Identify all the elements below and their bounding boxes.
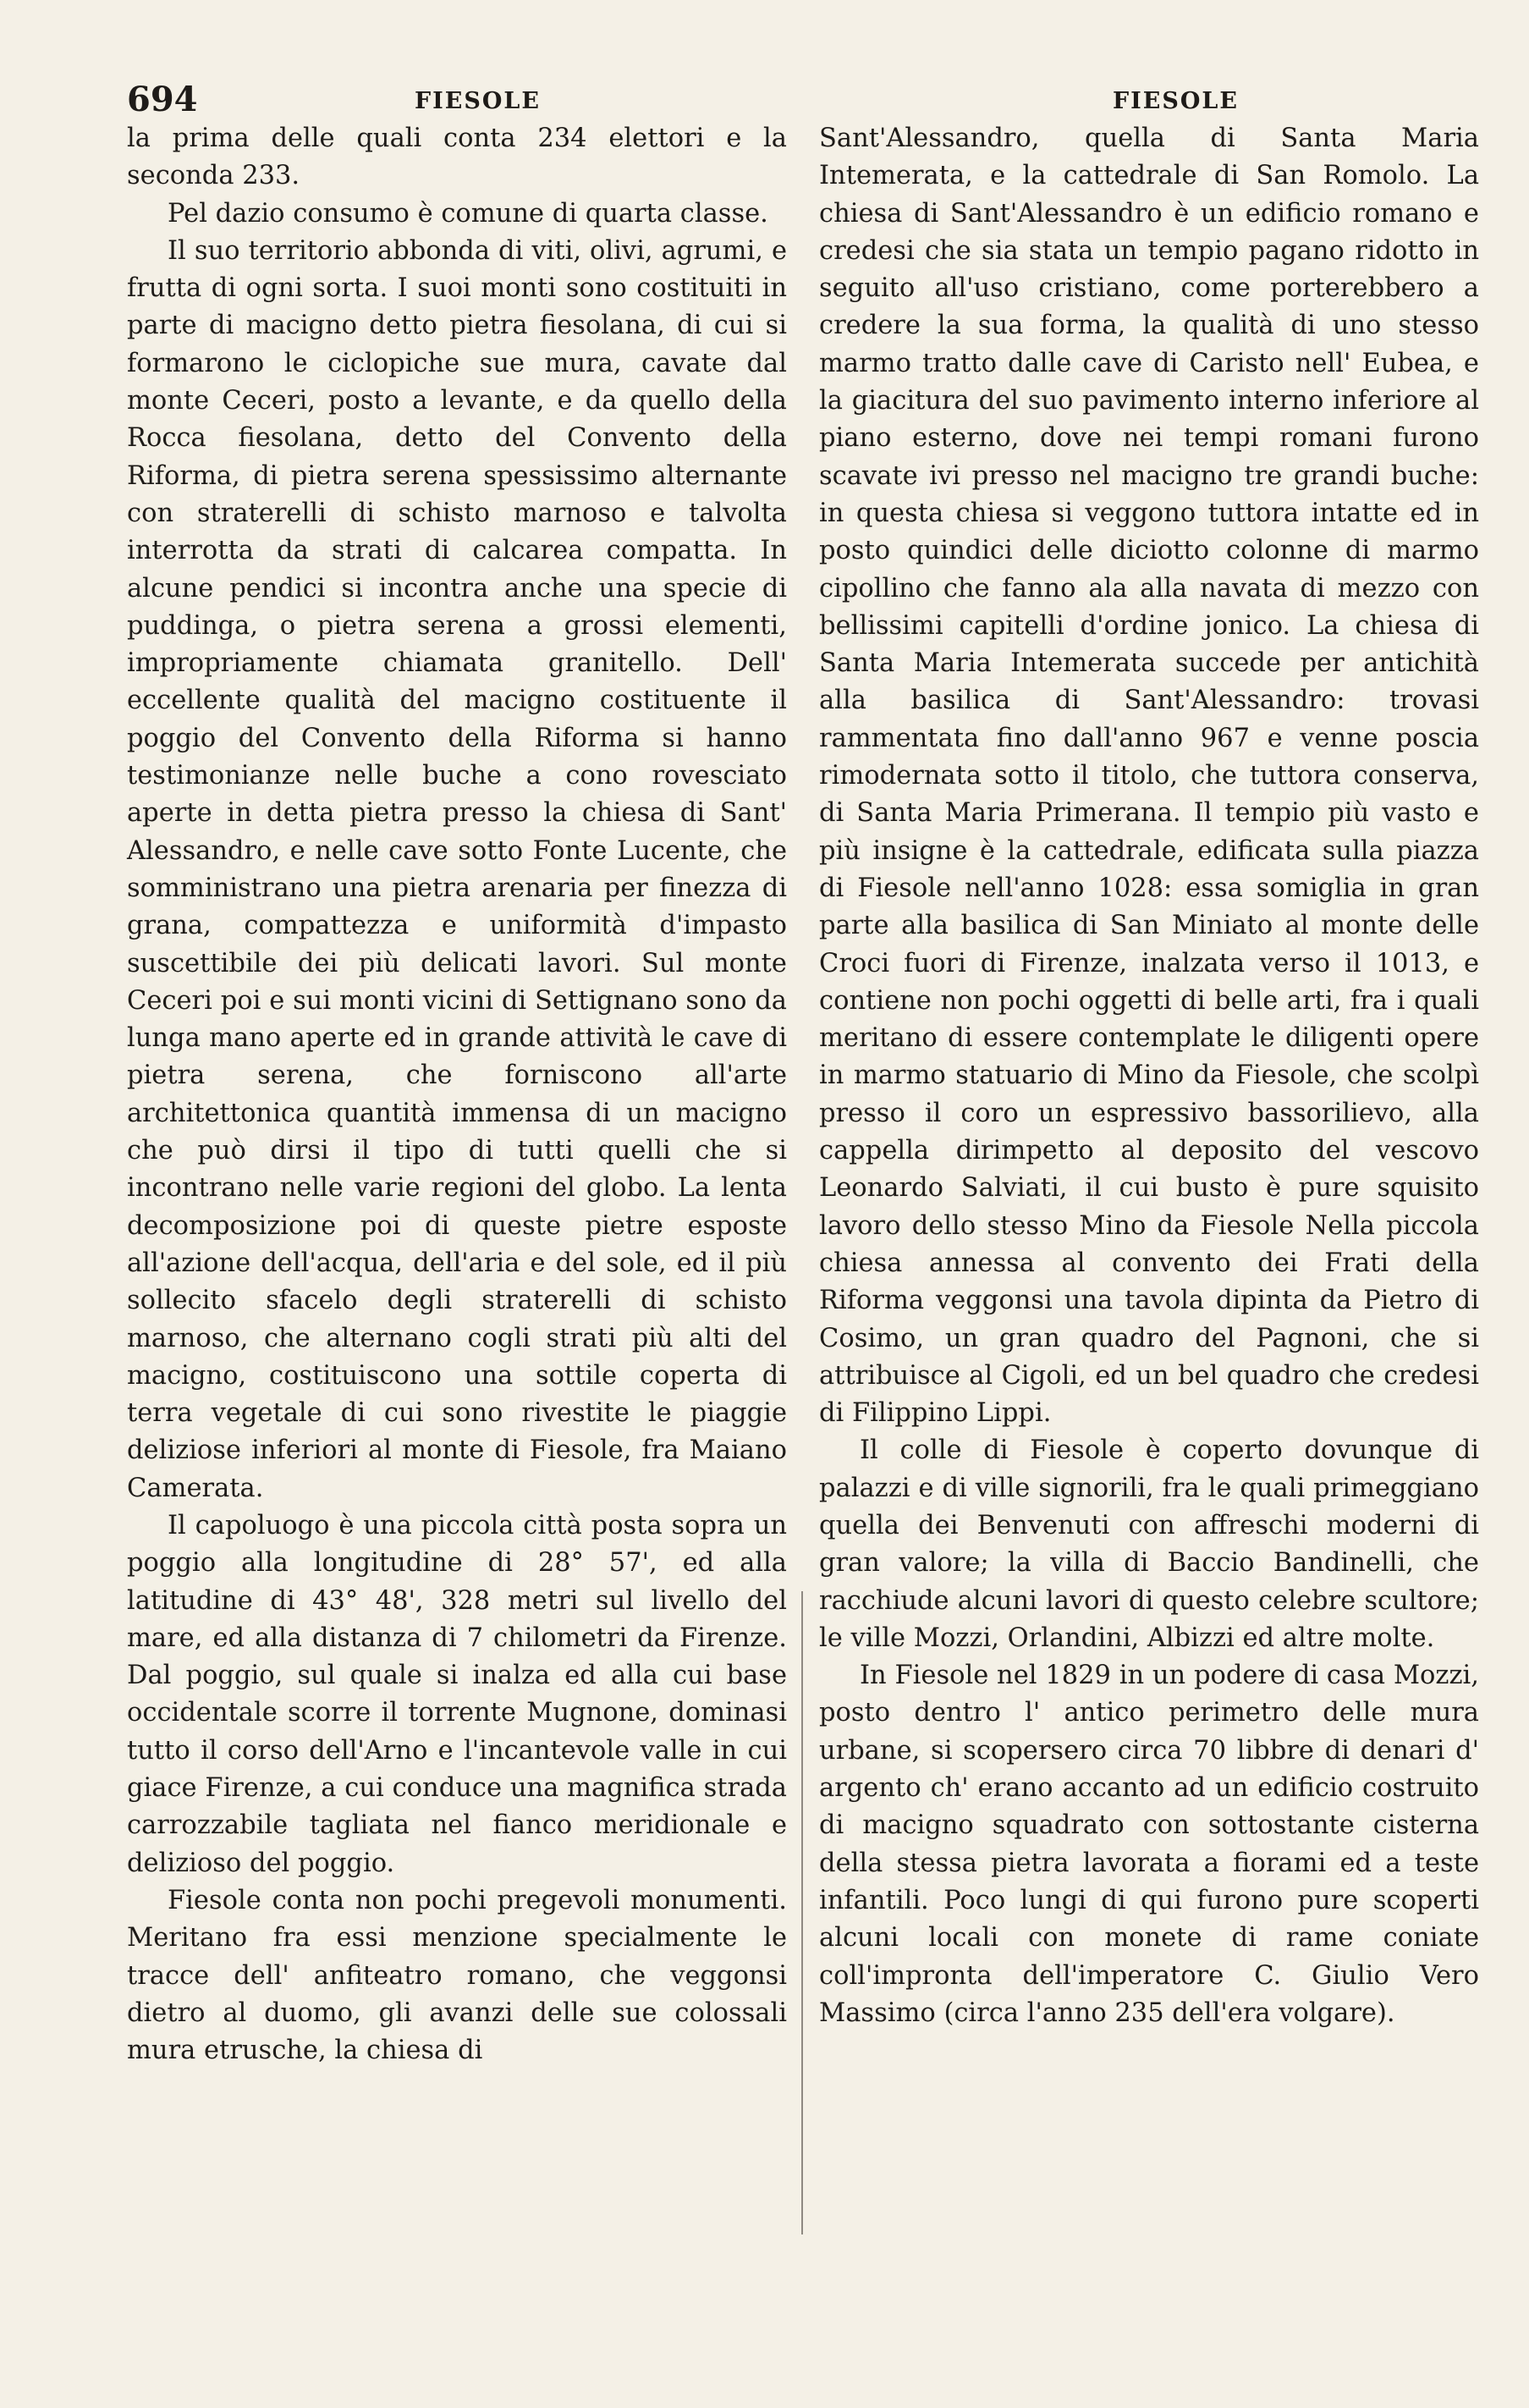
paragraph: In Fiesole nel 1829 in un podere di casa Mozzi, posto dentro l' antico perimetro delle mura urbane, si scopersero circa 70 libbre di denari d' argento ch' erano accanto ad un edificio costruito di macigno squadrato con sottostante cisterna della stessa pietra lavorata a fiorami ed a teste infantili. Poco lungi di qui furono pure scoperti alcuni locali con monete di rame coniate coll'impronta dell'imperatore C. Giulio Vero Massimo (circa l'anno 235 dell'era volgare). (819, 1661, 1479, 2028)
page-number: 694 (127, 80, 198, 119)
column-divider (801, 1591, 803, 2234)
page-header (127, 80, 1239, 122)
paragraph: Il suo territorio abbonda di viti, olivi, agrumi, e frutta di ogni sorta. I suoi monti sono costituiti in parte di macigno detto pietra fiesolana, di cui si formarono le ciclopiche sue mura, cavate dal monte Ceceri, posto a levante, e da quello della Rocca fiesolana, detto del Convento della Riforma, di pietra serena spessissimo alternante con straterelli di schisto marnoso e talvolta interrotta da strati di calcarea compatta. In alcune pendici si incontra anche una specie di puddinga, o pietra serena a grossi elementi, impropriamente chiamata granitello. Dell' eccellente qualità del macigno costituente il poggio del Convento della Riforma si hanno testimonianze nelle buche a cono rovesciato aperte in detta pietra presso la chiesa di Sant' Alessandro, e nelle cave sotto Fonte Lucente, che somministrano una pietra arenaria per finezza di grana, compattezza e uniformità d'impasto suscettibile dei più delicati lavori. Sul monte Ceceri poi e sui monti vicini di Settignano sono da lunga mano aperte ed in grande attività le cave di pietra serena, che forniscono all'arte architettonica quantità immensa di un macigno che può dirsi il tipo di tutti quelli che si incontrano nelle varie regioni del globo. La lenta decomposizione poi di queste pietre esposte all'azione dell'acqua, dell'aria e del sole, ed il più sollecito sfacelo degli straterelli di schisto marnoso, che alternano cogli strati più alti del macigno, costituiscono una sottile coperta di terra vegetale di cui sono rivestite le piaggie deliziose inferiori al monte di Fiesole, fra Maiano Camerata. (127, 235, 787, 1503)
paragraph: Pel dazio consumo è comune di quarta classe. (168, 198, 768, 229)
paragraph: Il capoluogo è una piccola città posta sopra un poggio alla longitudine di 28° 57', ed alla latitudine di 43° 48', 328 metri sul livello del mare, ed alla distanza di 7 chilometri da Firenze. Dal poggio, sul quale si inalza ed alla cui base occidentale scorre il torrente Mugnone, dominasi tutto il corso dell'Arno e l'incantevole valle in cui giace Firenze, a cui conduce una magnifica strada carrozzabile tagliata nel fianco meridionale e delizioso del poggio. (127, 1510, 787, 1878)
left-column (127, 120, 787, 2069)
right-running-head: FIESOLE (1113, 88, 1239, 114)
left-running-head: FIESOLE (415, 88, 541, 114)
paragraph: Il colle di Fiesole è coperto dovunque di palazzi e di ville signorili, fra le quali primeggiano quella dei Benvenuti con affreschi moderni di gran valore; la villa di Baccio Bandinelli, che racchiude alcuni lavori di questo celebre scultore; le ville Mozzi, Orlandini, Albizzi ed altre molte. (819, 1435, 1479, 1653)
paragraph: Fiesole conta non pochi pregevoli monumenti. Meritano fra essi menzione specialmente le tracce dell' anfiteatro romano, che veggonsi dietro al duomo, gli avanzi delle sue colossali mura etrusche, la chiesa di (127, 1885, 787, 2066)
paragraph: Sant'Alessandro, quella di Santa Maria Intemerata, e la cattedrale di San Romolo. La chiesa di Sant'Alessandro è un edificio romano e credesi che sia stata un tempio pagano ridotto in seguito all'uso cristiano, come porterebbero a credere la sua forma, la qualità di uno stesso marmo tratto dalle cave di Caristo nell' Eubea, e la giacitura del suo pavimento interno inferiore al piano esterno, dove nei tempi romani furono scavate ivi presso nel macigno tre grandi buche: in questa chiesa si veggono tuttora intatte ed in posto quindici delle diciotto colonne di marmo cipollino che fanno ala alla navata di mezzo con bellissimi capitelli d'ordine jonico. La chiesa di Santa Maria Intemerata succede per antichità alla basilica di Sant'Alessandro: trovasi rammentata fino dall'anno 967 e venne poscia rimodernata sotto il titolo, che tuttora conserva, di Santa Maria Primerana. Il tempio più vasto e più insigne è la cattedrale, edificata sulla piazza di Fiesole nell'anno 1028: essa somiglia in gran parte alla basilica di San Miniato al monte delle Croci fuori di Firenze, inalzata verso il 1013, e contiene non pochi oggetti di belle arti, fra i quali meritano di essere contemplate le diligenti opere in marmo statuario di Mino da Fiesole, che scolpì presso il coro un espressivo bassorilievo, alla cappella dirimpetto al deposito del vescovo Leonardo Salviati, il cui busto è pure squisito lavoro dello stesso Mino da Fiesole Nella piccola chiesa annessa al convento dei Frati della Riforma veggonsi una tavola dipinta da Pietro di Cosimo, un gran quadro del Pagnoni, che si attribuisce al Cigoli, ed un bel quadro che credesi di Filippino Lippi. (819, 124, 1479, 1429)
right-column (819, 120, 1479, 2032)
paragraph: la prima delle quali conta 234 elettori e la seconda 233. (127, 124, 787, 191)
